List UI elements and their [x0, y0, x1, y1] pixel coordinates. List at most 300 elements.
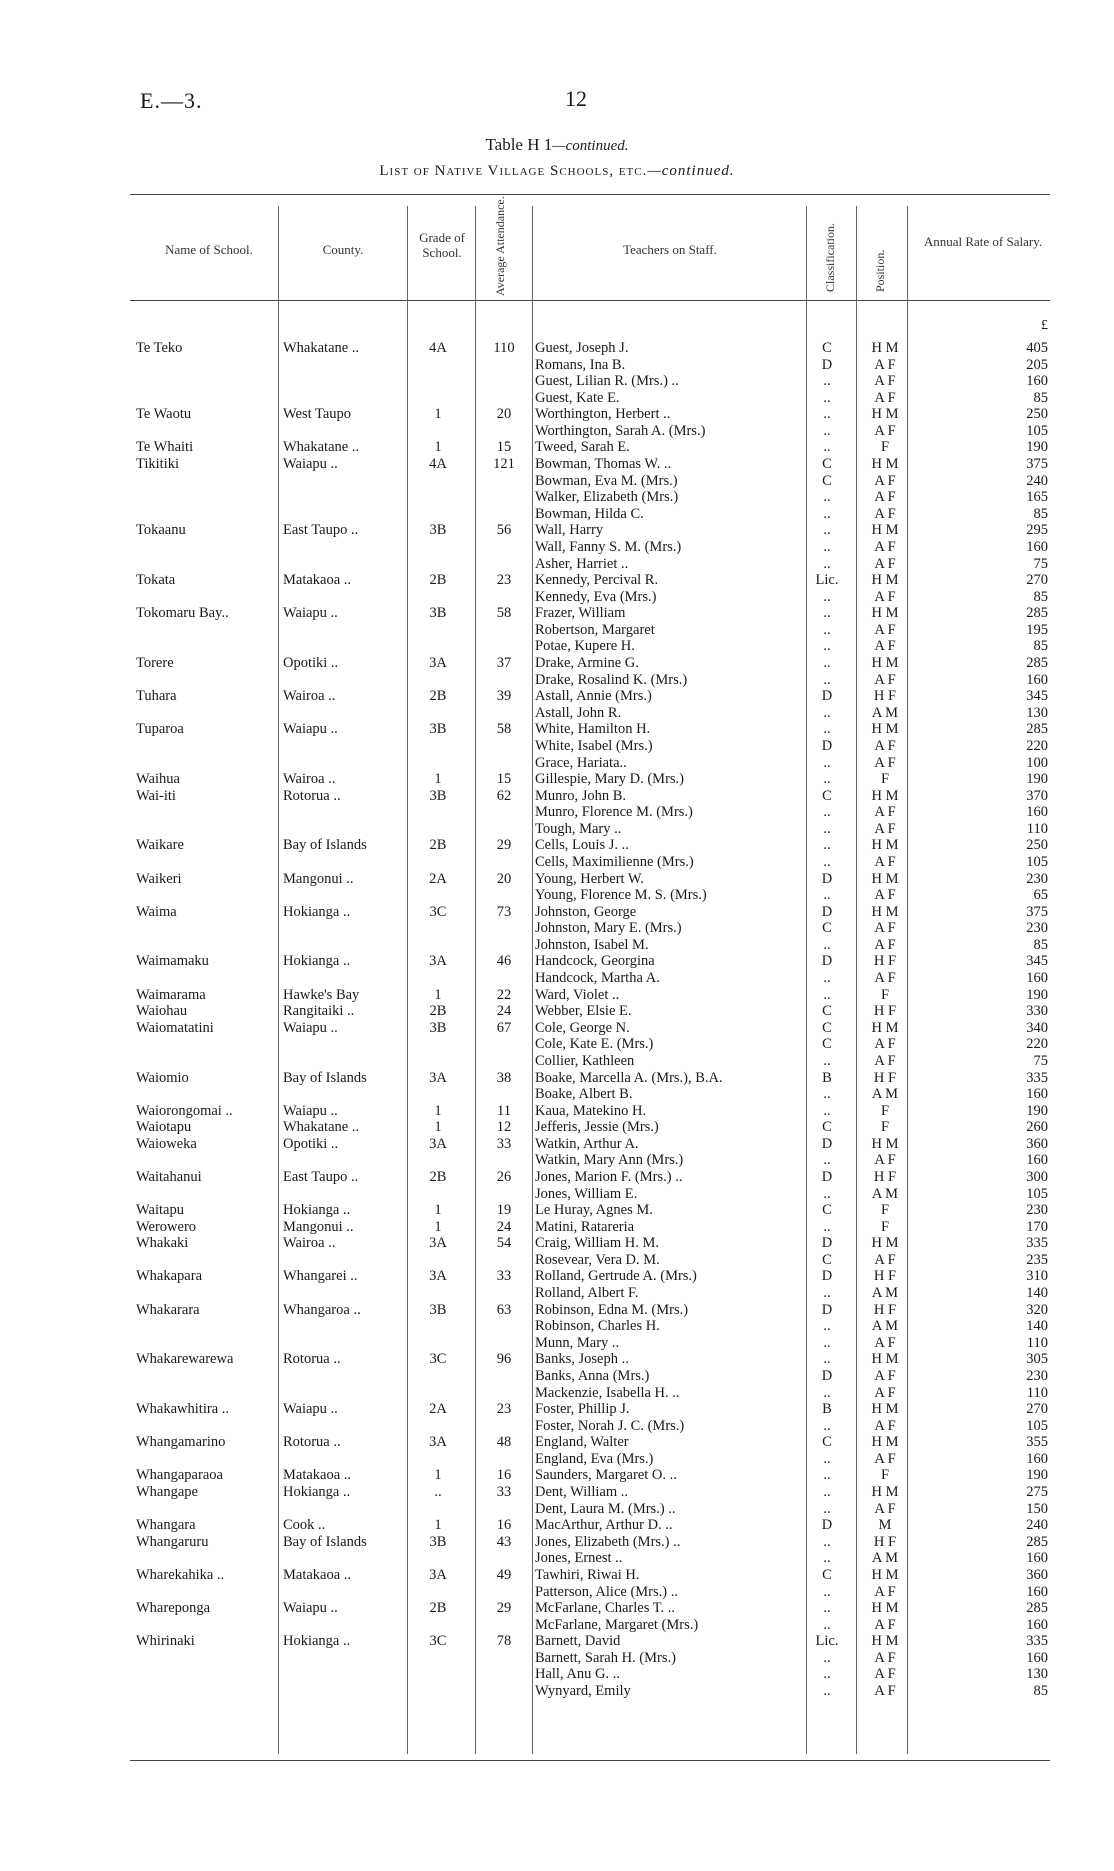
- classification-cell: D: [821, 1301, 833, 1318]
- grade-cell: 2B: [429, 1003, 447, 1020]
- position-cell: A F: [874, 1500, 896, 1517]
- position-cell: A F: [874, 970, 896, 987]
- teacher-cell: Romans, Ina B.: [535, 356, 626, 373]
- position-cell: A M: [871, 1550, 899, 1567]
- classification-cell: ..: [823, 605, 831, 622]
- teacher-cell: Rolland, Albert F.: [535, 1285, 639, 1302]
- classification-cell: ..: [823, 1484, 831, 1501]
- table-row: [0, 1318, 1114, 1335]
- position-cell: A F: [874, 505, 896, 522]
- classification-cell: ..: [823, 936, 831, 953]
- classification-cell: B: [822, 1401, 832, 1418]
- position-cell: A F: [874, 1417, 896, 1434]
- position-cell: H M: [871, 1484, 899, 1501]
- salary-cell: 330: [1026, 1003, 1048, 1020]
- list-title-main: List of Native Village Schools, etc.: [379, 163, 648, 179]
- county-cell: Hokianga ..: [283, 953, 351, 970]
- classification-cell: ..: [823, 837, 831, 854]
- position-cell: F: [880, 439, 890, 456]
- table-row: [0, 1169, 1114, 1186]
- classification-cell: ..: [823, 754, 831, 771]
- teacher-cell: Watkin, Mary Ann (Mrs.): [535, 1152, 684, 1169]
- salary-cell: 160: [1026, 1550, 1048, 1567]
- teacher-cell: England, Eva (Mrs.): [535, 1450, 654, 1467]
- salary-cell: 190: [1026, 439, 1048, 456]
- position-cell: A F: [874, 1036, 896, 1053]
- school-name-cell: Werowero: [136, 1218, 197, 1235]
- position-cell: A M: [871, 1318, 899, 1335]
- table-row: [0, 522, 1114, 539]
- teacher-cell: Drake, Armine G.: [535, 655, 639, 672]
- school-name-cell: Whangaparaoa: [136, 1467, 223, 1484]
- classification-cell: ..: [823, 1086, 831, 1103]
- position-cell: H M: [871, 870, 899, 887]
- grade-cell: 2A: [429, 870, 447, 887]
- salary-cell: 190: [1026, 1467, 1048, 1484]
- salary-cell: 160: [1026, 1086, 1048, 1103]
- position-cell: H F: [873, 1069, 897, 1086]
- salary-cell: 295: [1026, 522, 1048, 539]
- school-name-cell: Torere: [136, 655, 174, 672]
- classification-cell: ..: [823, 1334, 831, 1351]
- col-header-school: Name of School.: [165, 242, 253, 257]
- position-cell: H F: [873, 1268, 897, 1285]
- county-cell: Waiapu ..: [283, 605, 338, 622]
- school-name-cell: Te Whaiti: [136, 439, 194, 456]
- position-cell: H F: [873, 1533, 897, 1550]
- classification-cell: C: [822, 340, 832, 356]
- position-cell: A F: [874, 887, 896, 904]
- attendance-cell: 15: [496, 771, 512, 788]
- school-name-cell: Waikare: [136, 837, 184, 854]
- classification-cell: ..: [823, 970, 831, 987]
- position-cell: F: [880, 1467, 890, 1484]
- classification-cell: C: [822, 1003, 832, 1020]
- teacher-cell: Walker, Elizabeth (Mrs.): [535, 489, 679, 506]
- classification-cell: ..: [823, 771, 831, 788]
- table-row: [0, 1119, 1114, 1136]
- classification-cell: ..: [823, 1500, 831, 1517]
- salary-cell: 150: [1026, 1500, 1048, 1517]
- salary-cell: 105: [1026, 853, 1048, 870]
- classification-cell: ..: [823, 986, 831, 1003]
- table-row: [0, 1186, 1114, 1203]
- teacher-cell: Bowman, Hilda C.: [535, 505, 644, 522]
- grade-cell: 1: [434, 1102, 442, 1119]
- attendance-cell: 23: [496, 572, 512, 589]
- position-cell: M: [878, 1517, 892, 1534]
- position-cell: A F: [874, 1384, 896, 1401]
- table-row: [0, 1467, 1114, 1484]
- table-row: [0, 1567, 1114, 1584]
- teacher-cell: Barnett, David: [535, 1633, 621, 1650]
- table-row: [0, 1335, 1114, 1352]
- school-name-cell: Waiomio: [136, 1069, 189, 1086]
- attendance-cell: 15: [496, 439, 512, 456]
- grade-cell: 2A: [429, 1401, 447, 1418]
- county-cell: Waiapu ..: [283, 456, 338, 473]
- grade-cell: 3B: [429, 1301, 447, 1318]
- salary-cell: 275: [1026, 1484, 1048, 1501]
- salary-cell: 85: [1033, 1682, 1048, 1699]
- county-cell: Opotiki ..: [283, 655, 339, 672]
- classification-cell: ..: [823, 1384, 831, 1401]
- grade-cell: 1: [434, 986, 442, 1003]
- teacher-cell: Bowman, Eva M. (Mrs.): [535, 472, 678, 489]
- classification-cell: B: [822, 1069, 832, 1086]
- teacher-cell: Robertson, Margaret: [535, 621, 655, 638]
- teacher-cell: Jones, Elizabeth (Mrs.) ..: [535, 1533, 681, 1550]
- salary-cell: 345: [1026, 953, 1048, 970]
- classification-cell: C: [822, 1251, 832, 1268]
- teacher-cell: Robinson, Edna M. (Mrs.): [535, 1301, 689, 1318]
- teacher-cell: Wall, Harry: [535, 522, 604, 539]
- school-name-cell: Whakarara: [136, 1301, 200, 1318]
- position-cell: H M: [871, 1566, 899, 1583]
- county-cell: Hokianga ..: [283, 903, 351, 920]
- table-row: [0, 854, 1114, 871]
- classification-cell: ..: [823, 389, 831, 406]
- salary-cell: 160: [1026, 671, 1048, 688]
- table-row: [0, 771, 1114, 788]
- school-name-cell: Whakawhitira ..: [136, 1401, 230, 1418]
- teacher-cell: Worthington, Herbert ..: [535, 406, 671, 423]
- teacher-cell: Tawhiri, Riwai H.: [535, 1566, 640, 1583]
- salary-cell: 65: [1033, 887, 1048, 904]
- classification-cell: ..: [823, 1218, 831, 1235]
- table-row: [0, 1252, 1114, 1269]
- salary-cell: 85: [1033, 588, 1048, 605]
- position-cell: A F: [874, 356, 896, 373]
- salary-cell: 285: [1026, 1600, 1048, 1617]
- teacher-cell: Young, Herbert W.: [535, 870, 644, 887]
- grade-cell: 4A: [429, 340, 447, 356]
- county-cell: Bay of Islands: [283, 1069, 367, 1086]
- county-cell: Waiapu ..: [283, 1401, 338, 1418]
- classification-cell: ..: [823, 887, 831, 904]
- teacher-cell: Rosevear, Vera D. M.: [535, 1251, 660, 1268]
- table-row: [0, 738, 1114, 755]
- teacher-cell: Drake, Rosalind K. (Mrs.): [535, 671, 688, 688]
- classification-cell: ..: [823, 373, 831, 390]
- county-cell: Hokianga ..: [283, 1202, 351, 1219]
- school-name-cell: Wharekahika ..: [136, 1566, 225, 1583]
- classification-cell: ..: [823, 671, 831, 688]
- position-cell: F: [880, 1102, 890, 1119]
- teacher-cell: Collier, Kathleen: [535, 1052, 635, 1069]
- classification-cell: D: [821, 356, 833, 373]
- table-row: [0, 1484, 1114, 1501]
- position-cell: A F: [874, 422, 896, 439]
- page-number: 12: [565, 86, 587, 111]
- classification-cell: ..: [823, 1351, 831, 1368]
- table-row: [0, 804, 1114, 821]
- table-row: [0, 1666, 1114, 1683]
- salary-cell: 190: [1026, 1102, 1048, 1119]
- school-name-cell: Waimamaku: [136, 953, 209, 970]
- position-cell: H M: [871, 1434, 899, 1451]
- table-row: [0, 1385, 1114, 1402]
- salary-cell: 335: [1026, 1235, 1048, 1252]
- salary-cell: 250: [1026, 837, 1048, 854]
- school-name-cell: Tokata: [136, 572, 176, 589]
- classification-cell: ..: [823, 853, 831, 870]
- position-cell: A F: [874, 936, 896, 953]
- teacher-cell: Grace, Hariata..: [535, 754, 627, 771]
- teacher-cell: MacArthur, Arthur D. ..: [535, 1517, 673, 1534]
- classification-cell: ..: [823, 1550, 831, 1567]
- county-cell: Whangaroa ..: [283, 1301, 361, 1318]
- grade-cell: 1: [434, 1517, 442, 1534]
- salary-cell: 195: [1026, 621, 1048, 638]
- position-cell: A F: [874, 1649, 896, 1666]
- position-cell: A F: [874, 373, 896, 390]
- grade-cell: 2B: [429, 572, 447, 589]
- teacher-cell: Barnett, Sarah H. (Mrs.): [535, 1649, 676, 1666]
- position-cell: H M: [871, 605, 899, 622]
- classification-cell: ..: [823, 1052, 831, 1069]
- school-name-cell: Waiohau: [136, 1003, 188, 1020]
- table-row: [0, 556, 1114, 573]
- table-row: [0, 821, 1114, 838]
- teacher-cell: Gillespie, Mary D. (Mrs.): [535, 771, 685, 788]
- position-cell: A F: [874, 538, 896, 555]
- classification-cell: D: [821, 953, 833, 970]
- county-cell: Whakatane ..: [283, 340, 360, 356]
- salary-cell: 100: [1026, 754, 1048, 771]
- position-cell: H M: [871, 1351, 899, 1368]
- classification-cell: D: [821, 870, 833, 887]
- attendance-cell: 110: [493, 340, 515, 356]
- salary-cell: 170: [1026, 1218, 1048, 1235]
- teacher-cell: Kennedy, Percival R.: [535, 572, 659, 589]
- grade-cell: 3B: [429, 522, 447, 539]
- position-cell: A F: [874, 621, 896, 638]
- teacher-cell: Tough, Mary ..: [535, 820, 622, 837]
- table-row: [0, 1501, 1114, 1518]
- county-cell: Rotorua ..: [283, 1434, 341, 1451]
- county-cell: East Taupo ..: [283, 522, 359, 539]
- grade-cell: 2B: [429, 1600, 447, 1617]
- table-row: [0, 937, 1114, 954]
- classification-cell: C: [822, 1566, 832, 1583]
- position-cell: A M: [871, 1185, 899, 1202]
- table-row: [0, 1600, 1114, 1617]
- attendance-cell: 22: [496, 986, 512, 1003]
- position-cell: A F: [874, 920, 896, 937]
- table-row: [0, 357, 1114, 374]
- table-row: [0, 1070, 1114, 1087]
- attendance-cell: 96: [496, 1351, 512, 1368]
- col-header-position: Position.: [873, 249, 887, 292]
- position-cell: A F: [874, 804, 896, 821]
- position-cell: A F: [874, 1616, 896, 1633]
- position-cell: A F: [874, 737, 896, 754]
- position-cell: A F: [874, 1251, 896, 1268]
- table-row: [0, 871, 1114, 888]
- table-row: [0, 456, 1114, 473]
- teacher-cell: Astall, Annie (Mrs.): [535, 688, 652, 705]
- table-row: [0, 1053, 1114, 1070]
- teacher-cell: McFarlane, Margaret (Mrs.): [535, 1616, 699, 1633]
- school-name-cell: Waihua: [136, 771, 180, 788]
- table-row: [0, 887, 1114, 904]
- attendance-cell: 56: [496, 522, 512, 539]
- teacher-cell: Kennedy, Eva (Mrs.): [535, 588, 657, 605]
- salary-cell: 110: [1026, 1384, 1048, 1401]
- salary-cell: 235: [1026, 1251, 1048, 1268]
- position-cell: F: [880, 1119, 890, 1136]
- position-cell: A F: [874, 820, 896, 837]
- salary-cell: 160: [1026, 1616, 1048, 1633]
- school-name-cell: Whangara: [136, 1517, 196, 1534]
- attendance-cell: 29: [496, 1600, 512, 1617]
- salary-cell: 285: [1026, 1533, 1048, 1550]
- grade-cell: 3C: [429, 903, 447, 920]
- school-name-cell: Waiorongomai ..: [136, 1102, 233, 1119]
- col-header-teachers: Teachers on Staff.: [623, 242, 717, 257]
- table-row: [0, 589, 1114, 606]
- county-cell: Bay of Islands: [283, 837, 367, 854]
- table-row: [0, 721, 1114, 738]
- teacher-cell: Handcock, Georgina: [535, 953, 655, 970]
- attendance-cell: 12: [496, 1119, 512, 1136]
- classification-cell: C: [822, 1434, 832, 1451]
- salary-cell: 260: [1026, 1119, 1048, 1136]
- county-cell: Whakatane ..: [283, 1119, 360, 1136]
- salary-cell: 285: [1026, 721, 1048, 738]
- grade-cell: 2B: [429, 688, 447, 705]
- table-row: [0, 1003, 1114, 1020]
- salary-cell: 85: [1033, 638, 1048, 655]
- position-cell: H F: [873, 1301, 897, 1318]
- salary-cell: 160: [1026, 1450, 1048, 1467]
- salary-cell: 240: [1026, 472, 1048, 489]
- salary-cell: 190: [1026, 986, 1048, 1003]
- position-cell: H M: [871, 655, 899, 672]
- position-cell: A F: [874, 555, 896, 572]
- classification-cell: ..: [823, 422, 831, 439]
- table-row: [0, 1517, 1114, 1534]
- county-cell: Waiapu ..: [283, 1600, 338, 1617]
- county-cell: Mangonui ..: [283, 870, 354, 887]
- classification-cell: C: [822, 1019, 832, 1036]
- salary-cell: 140: [1026, 1318, 1048, 1335]
- classification-cell: ..: [823, 538, 831, 555]
- county-cell: Matakaoa ..: [283, 1566, 352, 1583]
- salary-cell: 205: [1026, 356, 1048, 373]
- teacher-cell: Hall, Anu G. ..: [535, 1666, 620, 1683]
- classification-cell: ..: [823, 505, 831, 522]
- table-row: [0, 605, 1114, 622]
- classification-cell: ..: [823, 555, 831, 572]
- county-cell: Waiapu ..: [283, 1019, 338, 1036]
- col-header-grade: Grade of School.: [419, 230, 465, 260]
- county-cell: Wairoa ..: [283, 771, 336, 788]
- table-row: [0, 390, 1114, 407]
- table-row: [0, 1219, 1114, 1236]
- school-name-cell: Waiomatatini: [136, 1019, 214, 1036]
- position-cell: H M: [871, 1019, 899, 1036]
- grade-cell: 3A: [429, 1069, 447, 1086]
- position-cell: A F: [874, 1450, 896, 1467]
- teacher-cell: Johnston, George: [535, 903, 637, 920]
- county-cell: West Taupo: [283, 406, 352, 423]
- position-cell: F: [880, 986, 890, 1003]
- position-cell: A F: [874, 472, 896, 489]
- salary-cell: 335: [1026, 1069, 1048, 1086]
- table-row: [0, 1650, 1114, 1667]
- salary-cell: 160: [1026, 373, 1048, 390]
- teacher-cell: Cells, Louis J. ..: [535, 837, 629, 854]
- classification-cell: ..: [823, 704, 831, 721]
- grade-cell: 3B: [429, 605, 447, 622]
- grade-cell: 3A: [429, 1566, 447, 1583]
- teacher-cell: Foster, Phillip J.: [535, 1401, 630, 1418]
- grade-cell: 3B: [429, 1533, 447, 1550]
- grade-cell: 3A: [429, 953, 447, 970]
- classification-cell: C: [822, 920, 832, 937]
- school-name-cell: Waioweka: [136, 1135, 197, 1152]
- table-row: [0, 572, 1114, 589]
- classification-cell: ..: [823, 1417, 831, 1434]
- school-name-cell: Waima: [136, 903, 177, 920]
- salary-cell: 160: [1026, 538, 1048, 555]
- classification-cell: C: [822, 787, 832, 804]
- classification-cell: C: [822, 1036, 832, 1053]
- salary-cell: 230: [1026, 1202, 1048, 1219]
- position-cell: A F: [874, 671, 896, 688]
- classification-cell: C: [822, 1119, 832, 1136]
- attendance-cell: 39: [496, 688, 512, 705]
- county-cell: Mangonui ..: [283, 1218, 354, 1235]
- table-row: [0, 1202, 1114, 1219]
- classification-cell: ..: [823, 1450, 831, 1467]
- classification-cell: D: [821, 903, 833, 920]
- position-cell: A F: [874, 1367, 896, 1384]
- teacher-cell: Craig, William H. M.: [535, 1235, 660, 1252]
- teacher-cell: Patterson, Alice (Mrs.) ..: [535, 1583, 678, 1600]
- teacher-cell: Robinson, Charles H.: [535, 1318, 660, 1335]
- table-row: [0, 1418, 1114, 1435]
- position-cell: A F: [874, 754, 896, 771]
- teacher-cell: Kaua, Matekino H.: [535, 1102, 647, 1119]
- table-row: [0, 340, 1114, 357]
- county-cell: Waiapu ..: [283, 721, 338, 738]
- position-cell: A F: [874, 389, 896, 406]
- classification-cell: ..: [823, 655, 831, 672]
- grade-cell: 1: [434, 1218, 442, 1235]
- salary-cell: 340: [1026, 1019, 1048, 1036]
- teacher-cell: White, Isabel (Mrs.): [535, 737, 653, 754]
- classification-cell: ..: [823, 820, 831, 837]
- salary-cell: 110: [1026, 820, 1048, 837]
- classification-cell: ..: [823, 1318, 831, 1335]
- table-top-rule: [130, 194, 1050, 195]
- col-header-classification: Classification.: [823, 223, 837, 292]
- table-row: [0, 1683, 1114, 1700]
- county-cell: Rotorua ..: [283, 787, 341, 804]
- school-name-cell: Waimarama: [136, 986, 206, 1003]
- teacher-cell: Johnston, Mary E. (Mrs.): [535, 920, 682, 937]
- position-cell: H M: [871, 522, 899, 539]
- grade-cell: 3A: [429, 1434, 447, 1451]
- county-cell: Whangarei ..: [283, 1268, 358, 1285]
- county-cell: Matakaoa ..: [283, 1467, 352, 1484]
- salary-cell: 160: [1026, 970, 1048, 987]
- table-row: [0, 1584, 1114, 1601]
- classification-cell: ..: [823, 1285, 831, 1302]
